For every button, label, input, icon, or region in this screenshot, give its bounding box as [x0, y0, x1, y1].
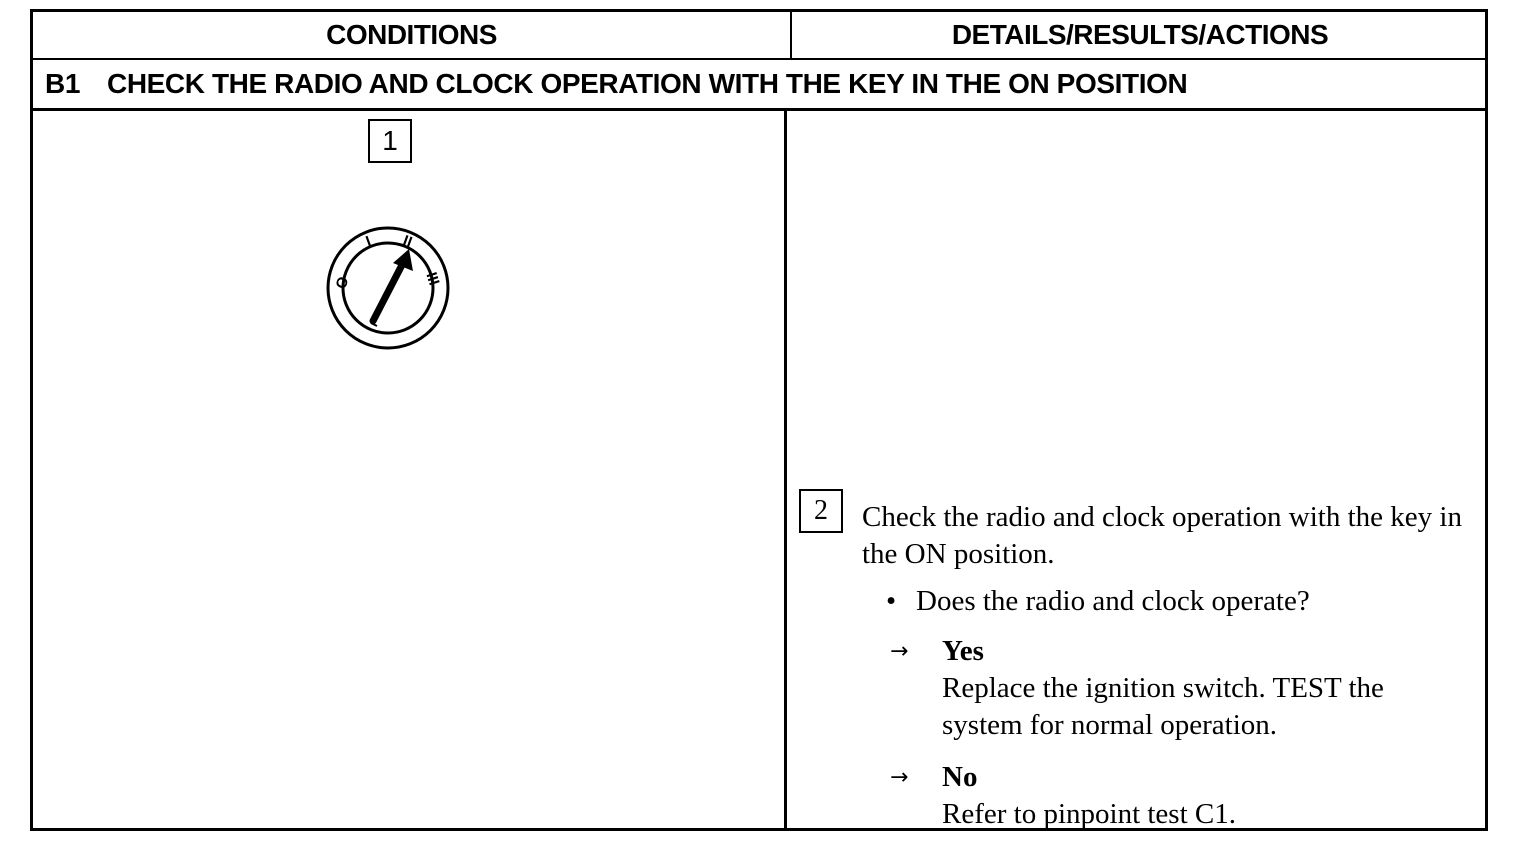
answer-no [890, 759, 977, 796]
answer-yes-text: Replace the ignition switch. TEST the system for normal operation. [942, 672, 1384, 741]
arrow-right-icon: → [890, 639, 909, 664]
question-item [886, 583, 1310, 620]
step-title: CHECK THE RADIO AND CLOCK OPERATION WITH THE KEY IN THE ON POSITION [107, 68, 1188, 99]
position-label-1: I [363, 232, 374, 251]
figure-number-box: 1 [368, 119, 412, 163]
ignition-switch-icon [323, 223, 453, 353]
question-text: Does the radio and clock operate? [916, 585, 1310, 617]
position-label-2: II [400, 232, 415, 252]
table-header-row [33, 12, 1485, 60]
bullet-icon: • [886, 585, 897, 617]
conditions-cell [33, 111, 787, 831]
arrow-right-icon: → [890, 765, 909, 790]
answer-no-label: No [942, 761, 978, 793]
instruction-text: Check the radio and clock operation with the key in the ON position. [862, 501, 1462, 570]
position-label-3: III [422, 270, 443, 288]
position-label-0: O [332, 274, 353, 292]
procedure-table [30, 9, 1488, 831]
details-header: DETAILS/RESULTS/ACTIONS [951, 19, 1329, 50]
step-id: B1 [45, 68, 80, 99]
step-title-row [33, 60, 1485, 111]
answer-yes-label: Yes [942, 635, 984, 667]
step-number-box: 2 [799, 489, 843, 533]
answer-yes [890, 633, 984, 670]
answer-no-text: Refer to pinpoint test C1. [942, 798, 1236, 830]
conditions-header: CONDITIONS [33, 12, 792, 58]
details-cell [790, 111, 1488, 831]
